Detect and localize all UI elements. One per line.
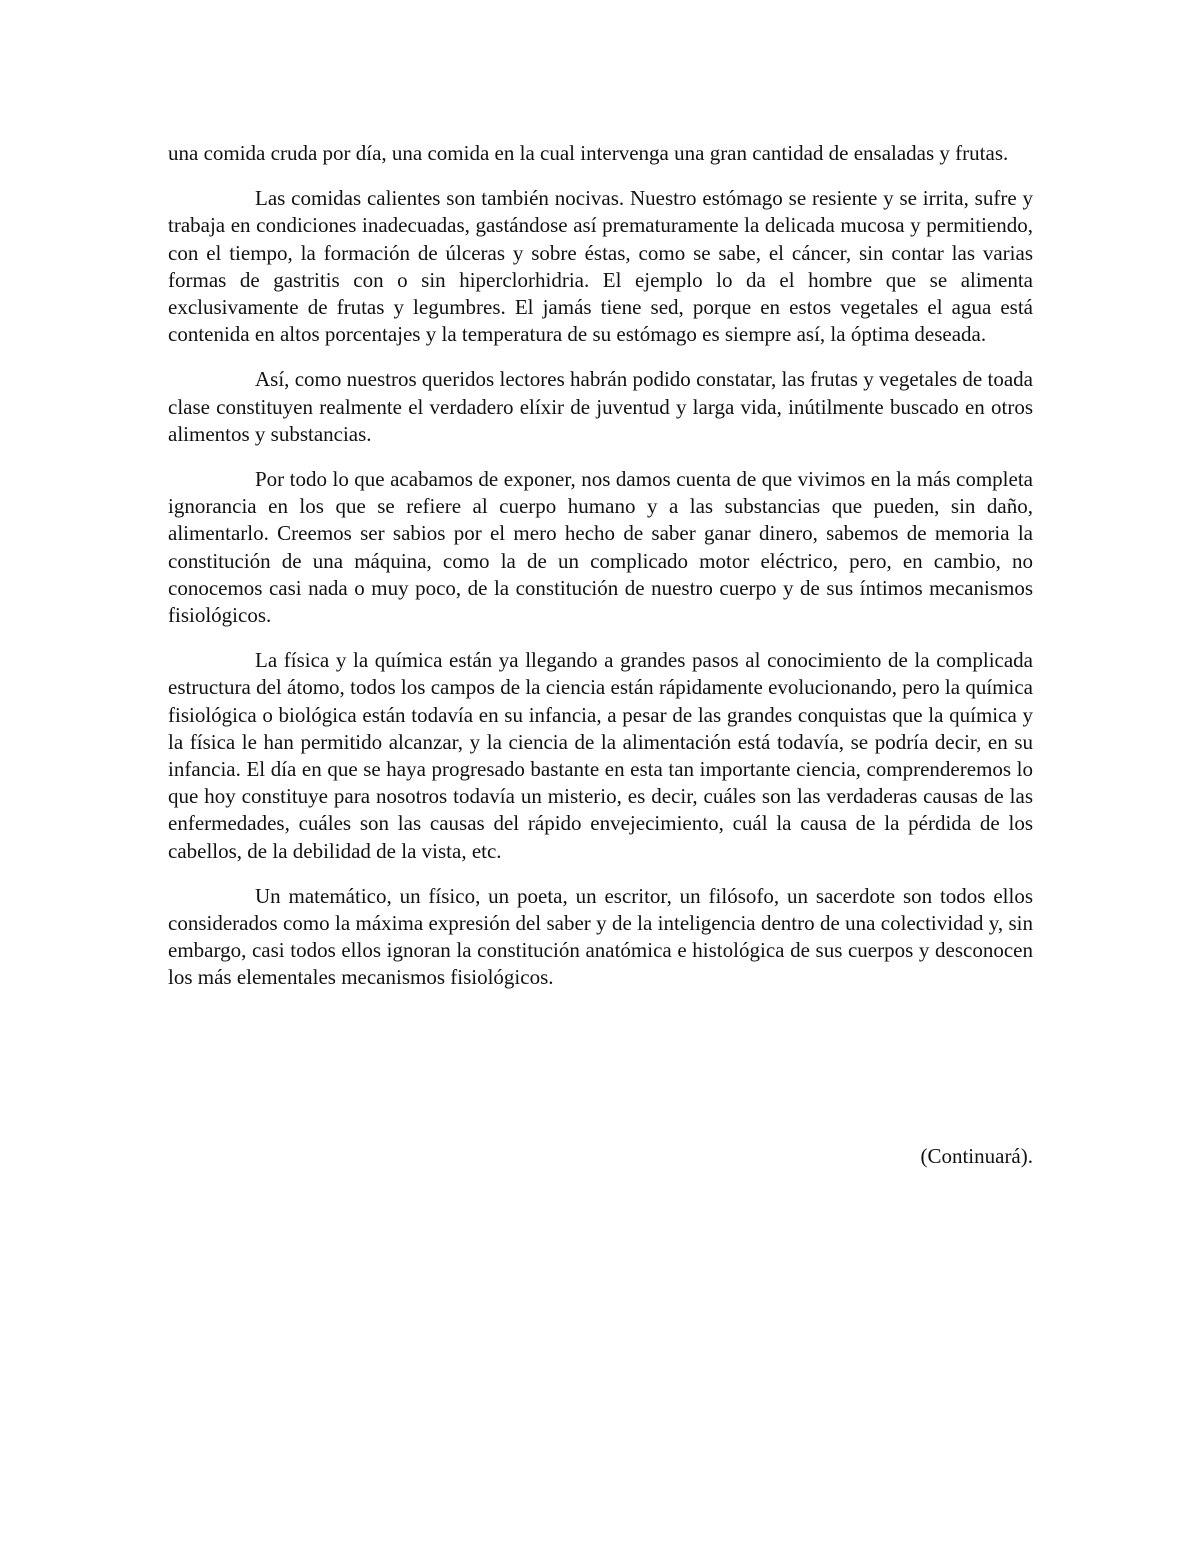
continuation-note: (Continuará).	[920, 1144, 1033, 1168]
paragraph: La física y la química están ya llegando a grandes pasos al conocimiento de la complicada estructura del átomo, todos los campos de la ciencia están rápidamente evolucionando, pero la química fisiológica o biológica están todavía en su infancia, a pesar de las grandes conquistas que la química y la física le han permitido alcanzar, y la ciencia de la alimentación está todavía, se podría decir, en su infancia. El día en que se haya progresado bastante en esta tan importante ciencia, comprenderemos lo que hoy constituye para nosotros todavía un misterio, es decir, cuáles son las verdaderas causas de las enfermedades, cuáles son las causas del rápido envejecimiento, cuál la causa de la pérdida de los cabellos, de la debilidad de la vista, etc.	[168, 648, 1033, 863]
body-text	[168, 140, 1033, 1010]
paragraph: Las comidas calientes son también nocivas. Nuestro estómago se resiente y se irrita, sufre y trabaja en condiciones inadecuadas, gastándose así prematuramente la delicada mucosa y permitiendo, con el tiempo, la formación de úlceras y sobre éstas, como se sabe, el cáncer, sin contar las varias formas de gastritis con o sin hiperclorhidria. El ejemplo lo da el hombre que se alimenta exclusivamente de frutas y legumbres. El jamás tiene sed, porque en estos vegetales el agua está contenida en altos porcentajes y la temperatura de su estómago es siempre así, la óptima deseada.	[168, 186, 1033, 347]
paragraph-continuation: una comida cruda por día, una comida en la cual intervenga una gran cantidad de ensaladas y frutas.	[168, 141, 1009, 165]
paragraph: Por todo lo que acabamos de exponer, nos damos cuenta de que vivimos en la más completa ignorancia en los que se refiere al cuerpo humano y a las substancias que pueden, sin daño, alimentarlo. Creemos ser sabios por el mero hecho de saber ganar dinero, sabemos de memoria la constitución de una máquina, como la de un complicado motor eléctrico, pero, en cambio, no conocemos casi nada o muy poco, de la constitución de nuestro cuerpo y de sus íntimos mecanismos fisiológicos.	[168, 467, 1033, 628]
paragraph: Un matemático, un físico, un poeta, un escritor, un filósofo, un sacerdote son todos ellos considerados como la máxima expresión del saber y de la inteligencia dentro de una colectividad y, sin embargo, casi todos ellos ignoran la constitución anatómica e histológica de sus cuerpos y desconocen los más elementales mecanismos fisiológicos.	[168, 883, 1033, 990]
paragraph: Así, como nuestros queridos lectores habrán podido constatar, las frutas y vegetales de toada clase constituyen realmente el verdadero elíxir de juventud y larga vida, inútilmente buscado en otros alimentos y substancias.	[168, 367, 1033, 446]
